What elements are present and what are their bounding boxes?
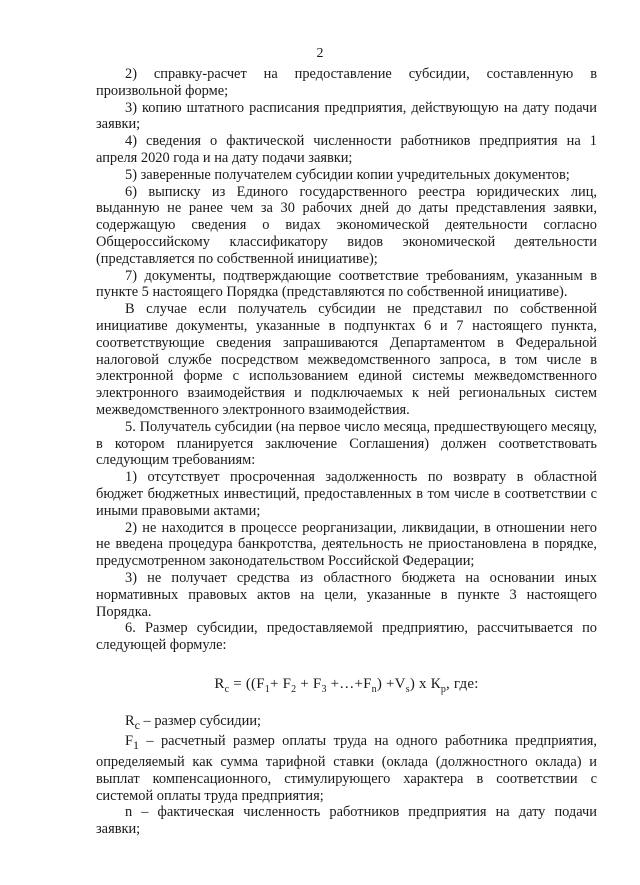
definition-text: – фактическая численность работников предприятия на дату подачи заявки; (96, 804, 597, 838)
subsidy-formula (96, 676, 597, 693)
formula-f2-sub: 2 (291, 683, 297, 695)
formula-kp-sub: р (440, 683, 447, 695)
paragraph-item-2: 2) справку-расчет на предоставление субсидии, составленную в произвольной форме; (96, 66, 597, 99)
definition-symbol: n (125, 804, 133, 821)
paragraph-item-7: 7) документы, подтверждающие соответствие требованиям, указанным в пункте 5 настоящего Порядка (представляются по собственной инициативе). (96, 267, 597, 301)
formula-rc: R (214, 675, 225, 692)
paragraph-section-6: 6. Размер субсидии, предоставляемой предприятию, рассчитывается по следующей формуле: (96, 620, 597, 654)
definition-text: – размер субсидии; (139, 712, 262, 729)
formula-vs-sub: s (405, 683, 410, 695)
paragraph-section-5: 5. Получатель субсидии (на первое число месяца, предшествующего месяцу, в котором планируется заключение Соглашения) должен соответствовать следующим требованиям: (96, 418, 597, 469)
paragraph-item-5: 5) заверенные получателем субсидии копии учредительных документов; (125, 166, 570, 183)
paragraph-requirement-3: 3) не получает средства из областного бюджета на основании иных нормативных правовых актов на цели, указанные в пункте 3 настоящего Порядка. (96, 569, 597, 620)
definition-text: – расчетный размер оплаты труда на одного работника предприятия, определяемый как сумма тарифной ставки (оклада (должностного оклада) и выплат компенсационного, стимулирующего характера в соответствии с системой оплаты труда предприятия; (96, 733, 597, 804)
paragraph-requirement-2: 2) не находится в процессе реорганизации, ликвидации, в отношении него не введена процедура банкротства, деятельность не приостановлена в порядке, предусмотренном законодательством Российской Федерации; (96, 519, 597, 570)
formula-f3-sub: 3 (321, 683, 327, 695)
formula-part: + F (296, 675, 322, 692)
definition-symbol: F (125, 733, 134, 750)
definition-subscript: 1 (133, 738, 140, 753)
document-body (96, 66, 597, 838)
definition-symbol: R (125, 712, 135, 729)
definition-rc (96, 713, 597, 734)
paragraph-requirement-1: 1) отсутствует просроченная задолженность по возврату в областной бюджет бюджетных инвестиций, предоставленных в том числе в соответствии с иными правовыми актами; (96, 469, 597, 519)
paragraph-item-3: 3) копию штатного расписания предприятия, действующую на дату подачи заявки; (96, 99, 597, 133)
formula-fn-sub: n (371, 683, 377, 695)
formula-part: = ((F (229, 675, 265, 692)
definition-f1 (96, 733, 597, 804)
paragraph-interagency-request: В случае если получатель субсидии не представил по собственной инициативе документы, указанные в подпунктах 6 и 7 настоящего пункта, соответствующие сведения запрашиваются Департаментом в Федеральной налоговой службе посредством межведомственного запроса, в том числе в электронной форме с использованием единой системы межведомственного электронного взаимодействия и подключаемых к ней региональных систем межведомственного электронного взаимодействия. (96, 301, 597, 418)
definition-subscript: с (134, 717, 140, 732)
formula-part: , где: (446, 675, 479, 692)
definition-n (96, 804, 597, 838)
formula-part: + F (269, 675, 292, 692)
paragraph-item-6: 6) выписку из Единого государственного реестра юридических лиц, выданную не ранее чем за 30 рабочих дней до даты представления заявки, содержащую сведения о видах экономической деятельности согласно Общероссийскому классификатору видов экономической деятельности (представляется по собственной инициативе); (96, 183, 597, 267)
formula-part: +…+F (326, 675, 372, 692)
page-number: 2 (316, 46, 324, 61)
formula-part: ) +V (376, 675, 406, 692)
formula-rc-sub: с (224, 683, 230, 695)
formula-part: ) х К (409, 675, 441, 692)
paragraph-item-4: 4) сведения о фактической численности работников предприятия на 1 апреля 2020 года и на дату подачи заявки; (96, 133, 597, 166)
formula-f1-sub: 1 (264, 683, 270, 695)
